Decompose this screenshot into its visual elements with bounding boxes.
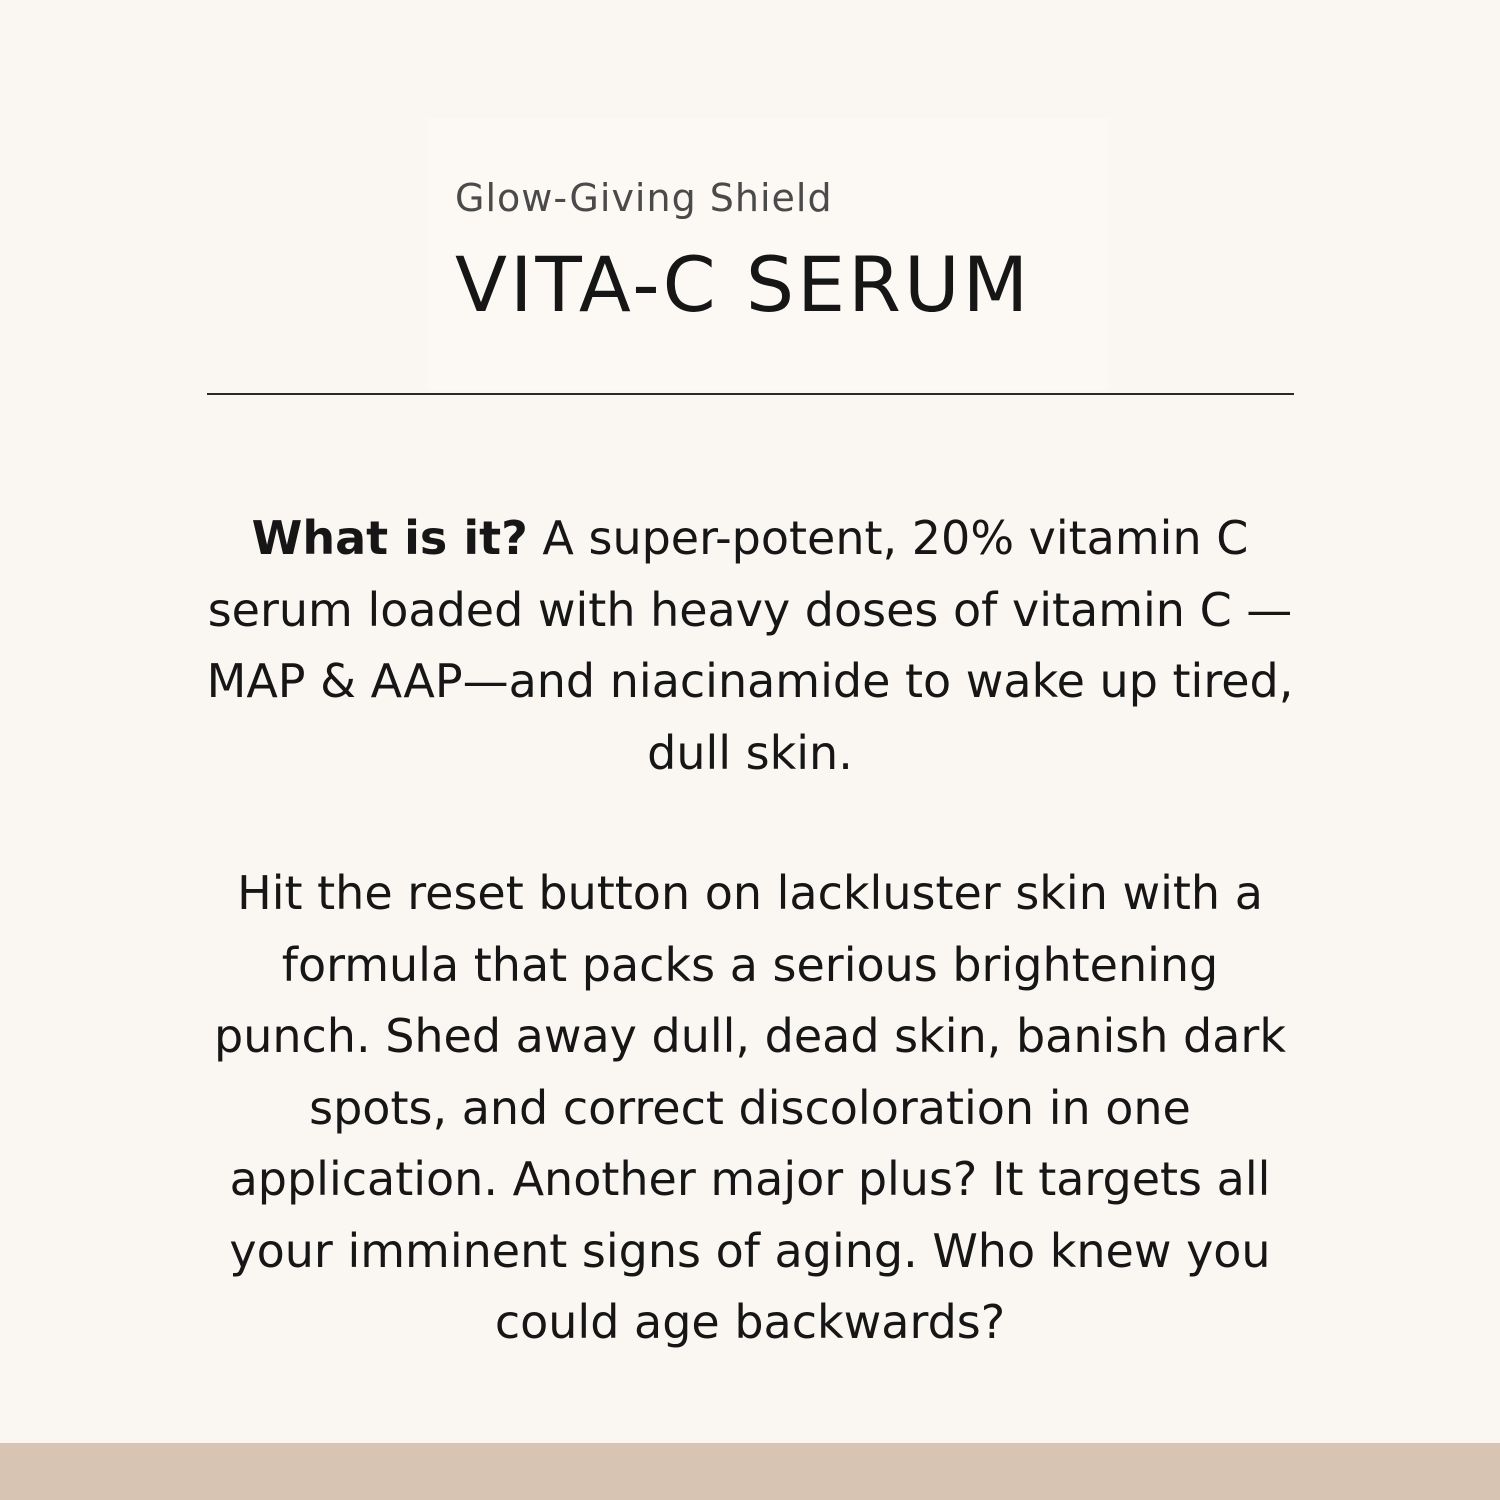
footer-band (0, 1443, 1500, 1500)
divider (207, 393, 1294, 395)
product-title: VITA-C SERUM (455, 240, 1032, 329)
intro-text: A super-potent, 20% vitamin C serum loaded with heavy doses of vitamin C —MAP & AAP—and niacinamide to wake up tired, dull skin. (206, 511, 1294, 780)
product-subtitle: Glow-Giving Shield (455, 176, 833, 220)
body-paragraph: Hit the reset button on lackluster skin with a formula that packs a serious brightening punch. Shed away dull, dead skin, banish dark spots, and correct discoloration in one application. Another major plus? It targets all your imminent signs of aging. Who knew you could age backwards? (214, 866, 1286, 1349)
intro-lead: What is it? (251, 511, 528, 565)
intro-paragraph (200, 503, 1300, 789)
